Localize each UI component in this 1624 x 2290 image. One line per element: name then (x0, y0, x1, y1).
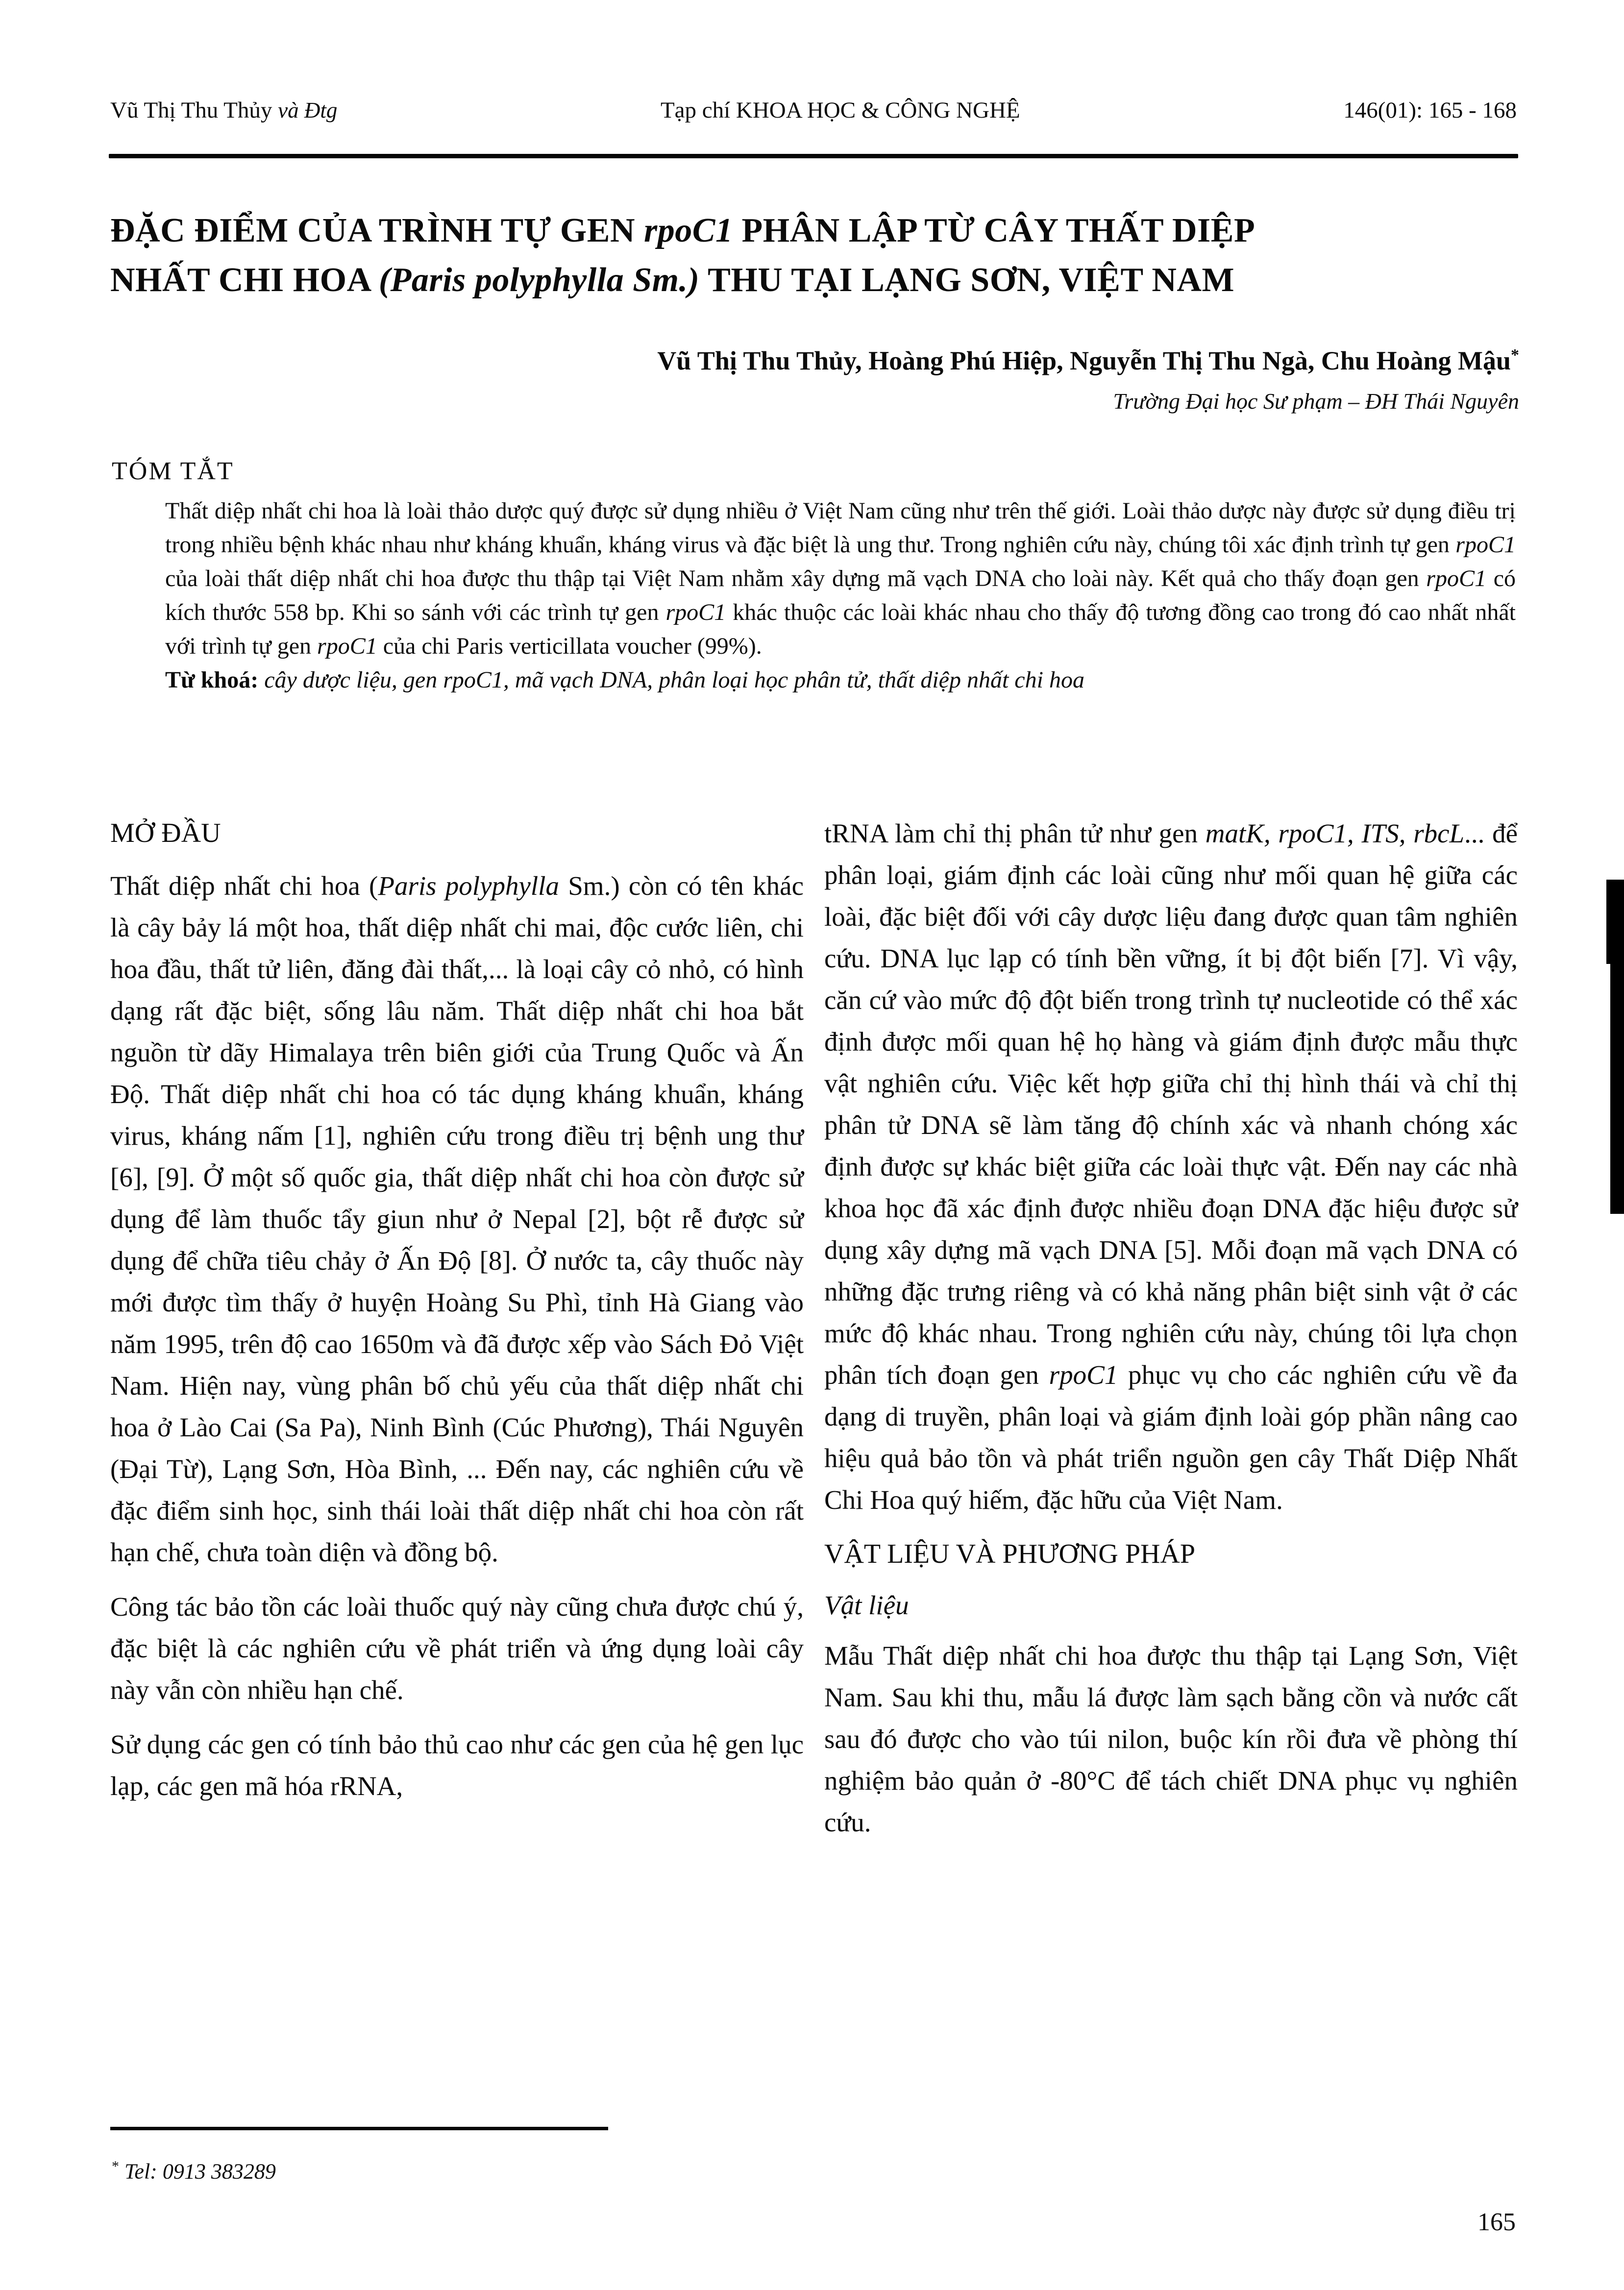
article-title-line1 (110, 206, 1482, 255)
scan-edge-artifact (1610, 963, 1624, 1214)
abstract-block (165, 494, 1516, 697)
running-author-etal: và Đtg (278, 98, 338, 123)
page-number: 165 (1477, 2208, 1516, 2236)
article-title-line2 (110, 255, 1482, 305)
abstract-gene-name: rpoC1 (1455, 532, 1516, 558)
abstract-text: Thất diệp nhất chi hoa là loài thảo dược quý được sử dụng nhiều ở Việt Nam cũng như trên thế giới. Loài thảo dược này được sử dụng điều trị trong nhiều bệnh khác nhau như kháng khuẩn, kháng virus và đặc biệt là ung thư. Trong nghiên cứu này, chúng tôi xác định trình tự gen (165, 498, 1516, 558)
section-heading-intro: MỞ ĐẦU (110, 818, 221, 848)
footnote-marker: * (112, 2158, 119, 2174)
abstract-heading: TÓM TẮT (112, 457, 234, 485)
journal-name: Tạp chí KHOA HỌC & CÔNG NGHỆ (660, 98, 1020, 123)
right-column (824, 813, 1518, 1856)
abstract-text: của loài thất diệp nhất chi hoa được thu thập tại Việt Nam nhằm xây dựng mã vạch DNA cho loài này. Kết quả cho thấy đoạn gen (165, 566, 1427, 591)
article-title (110, 206, 1482, 305)
abstract-text: có kích thước 558 bp. Khi so sánh với các trình tự gen (165, 566, 1516, 625)
title-text: THU TẠI LẠNG SƠN, VIỆT NAM (699, 261, 1235, 299)
abstract-gene-name: rpoC1 (317, 633, 377, 659)
body-text: ... để phân loại, giám định các loài cũng như mối quan hệ giữa các loài, đặc biệt đối với cây dược liệu đang được quan tâm nghiên cứu. DNA lục lạp có tính bền vững, ít bị đột biến [7]. Vì vậy, căn cứ vào mức độ đột biến trong trình tự nucleotide có thể xác định được mối quan hệ họ hàng và giám định được mẫu thực vật nghiên cứu. Việc kết hợp giữa chỉ thị hình thái và chỉ thị phân tử DNA sẽ làm tăng độ chính xác và nhanh chóng xác định được sự khác biệt giữa các loài thực vật. Đến nay các nhà khoa học đã xác định được nhiều đoạn DNA đặc hiệu được sử dụng xây dựng mã vạch DNA [5]. Mỗi đoạn mã vạch DNA có những đặc trưng riêng và có khả năng phân biệt sinh vật ở các mức độ khác nhau. Trong nghiên cứu này, chúng tôi lựa chọn phân tích đoạn gen (824, 818, 1518, 1390)
gene-name: rpoC1 (1049, 1360, 1118, 1390)
title-gene-name: rpoC1 (644, 212, 733, 249)
body-text: Thất diệp nhất chi hoa ( (110, 871, 378, 901)
gene-names: matK, rpoC1, ITS, rbcL (1205, 818, 1465, 848)
running-author-name: Vũ Thị Thu Thủy (110, 98, 278, 123)
intro-paragraph-3: Sử dụng các gen có tính bảo thủ cao như các gen của hệ gen lục lạp, các gen mã hóa rRNA, (110, 1729, 804, 1801)
body-text: tRNA làm chỉ thị phân tử như gen (824, 818, 1206, 848)
author-list (147, 345, 1519, 376)
corresponding-author-marker: * (1511, 346, 1519, 364)
running-author (110, 97, 337, 123)
abstract-text: khác thuộc các loài khác nhau cho thấy độ tương đồng cao trong đó cao nhất nhất với trình tự gen (165, 599, 1516, 659)
footnote-text: Tel: 0913 383289 (124, 2159, 276, 2184)
scan-edge-artifact (1606, 880, 1624, 964)
header-divider-rule (109, 154, 1518, 158)
intro-paragraph-2: Công tác bảo tồn các loài thuốc quý này cũng chưa được chú ý, đặc biệt là các nghiên cứu về phát triển và ứng dụng loài cây này vẫn còn nhiều hạn chế. (110, 1592, 804, 1705)
subsection-heading-materials: Vật liệu (824, 1590, 909, 1620)
footnote-rule (110, 2127, 608, 2130)
intro-paragraph-1 (110, 865, 804, 1573)
materials-paragraph: Mẫu Thất diệp nhất chi hoa được thu thập tại Lạng Sơn, Việt Nam. Sau khi thu, mẫu lá được làm sạch bằng cồn và nước cất sau đó được cho vào túi nilon, buộc kín rồi đưa về phòng thí nghiệm bảo quản ở -80°C để tách chiết DNA phục vụ nghiên cứu. (824, 1641, 1518, 1837)
abstract-text: của chi Paris verticillata voucher (99%). (377, 633, 762, 659)
intro-paragraph-4 (824, 813, 1518, 1521)
keywords-line (165, 663, 1516, 697)
section-heading-materials-methods: VẬT LIỆU VÀ PHƯƠNG PHÁP (824, 1539, 1195, 1569)
title-species-name: (Paris polyphylla Sm.) (378, 261, 700, 299)
left-column (110, 813, 804, 1820)
title-text: PHÂN LẬP TỪ CÂY THẤT DIỆP (733, 212, 1255, 249)
body-text: phục vụ cho các nghiên cứu về đa dạng di truyền, phân loại và giám định loài góp phần nâng cao hiệu quả bảo tồn và phát triển nguồn gen cây Thất Diệp Nhất Chi Hoa quý hiếm, đặc hữu của Việt Nam. (824, 1360, 1518, 1515)
footnote (112, 2158, 276, 2184)
author-names: Vũ Thị Thu Thủy, Hoàng Phú Hiệp, Nguyễn Thị Thu Ngà, Chu Hoàng Mậu (657, 346, 1511, 375)
species-name: Paris polyphylla (378, 871, 559, 901)
title-text: ĐẶC ĐIỂM CỦA TRÌNH TỰ GEN (110, 212, 644, 249)
abstract-gene-name: rpoC1 (665, 599, 726, 625)
abstract-gene-name: rpoC1 (1426, 566, 1486, 591)
title-text: NHẤT CHI HOA (110, 261, 379, 299)
issue-pages: 146(01): 165 - 168 (1343, 98, 1517, 123)
keywords-label: Từ khoá: (165, 667, 259, 693)
running-header (110, 97, 1517, 123)
keywords-text: cây dược liệu, gen rpoC1, mã vạch DNA, phân loại học phân tử, thất diệp nhất chi hoa (264, 667, 1084, 693)
body-text: Sm.) còn có tên khác là cây bảy lá một hoa, thất diệp nhất chi mai, độc cước liên, chi hoa đầu, thất tử liên, đăng đài thất,... là loại cây cỏ nhỏ, có hình dạng rất đặc biệt, sống lâu năm. Thất diệp nhất chi hoa bắt nguồn từ dãy Himalaya trên biên giới của Trung Quốc và Ấn Độ. Thất diệp nhất chi hoa có tác dụng kháng khuẩn, kháng virus, kháng nấm [1], nghiên cứu trong điều trị bệnh ung thư [6], [9]. Ở một số quốc gia, thất diệp nhất chi hoa còn được sử dụng để làm thuốc tẩy giun như ở Nepal [2], bột rễ được sử dụng để chữa tiêu chảy ở Ấn Độ [8]. Ở nước ta, cây thuốc này mới được tìm thấy ở huyện Hoàng Su Phì, tỉnh Hà Giang vào năm 1995, trên độ cao 1650m và đã được xếp vào Sách Đỏ Việt Nam. Hiện nay, vùng phân bố chủ yếu của thất diệp nhất chi hoa ở Lào Cai (Sa Pa), Ninh Bình (Cúc Phương), Thái Nguyên (Đại Từ), Lạng Sơn, Hòa Bình, ... Đến nay, các nghiên cứu về đặc điểm sinh học, sinh thái loài thất diệp nhất chi hoa còn rất hạn chế, chưa toàn diện và đồng bộ. (110, 871, 804, 1567)
affiliation: Trường Đại học Sư phạm – ĐH Thái Nguyên (1113, 389, 1519, 414)
